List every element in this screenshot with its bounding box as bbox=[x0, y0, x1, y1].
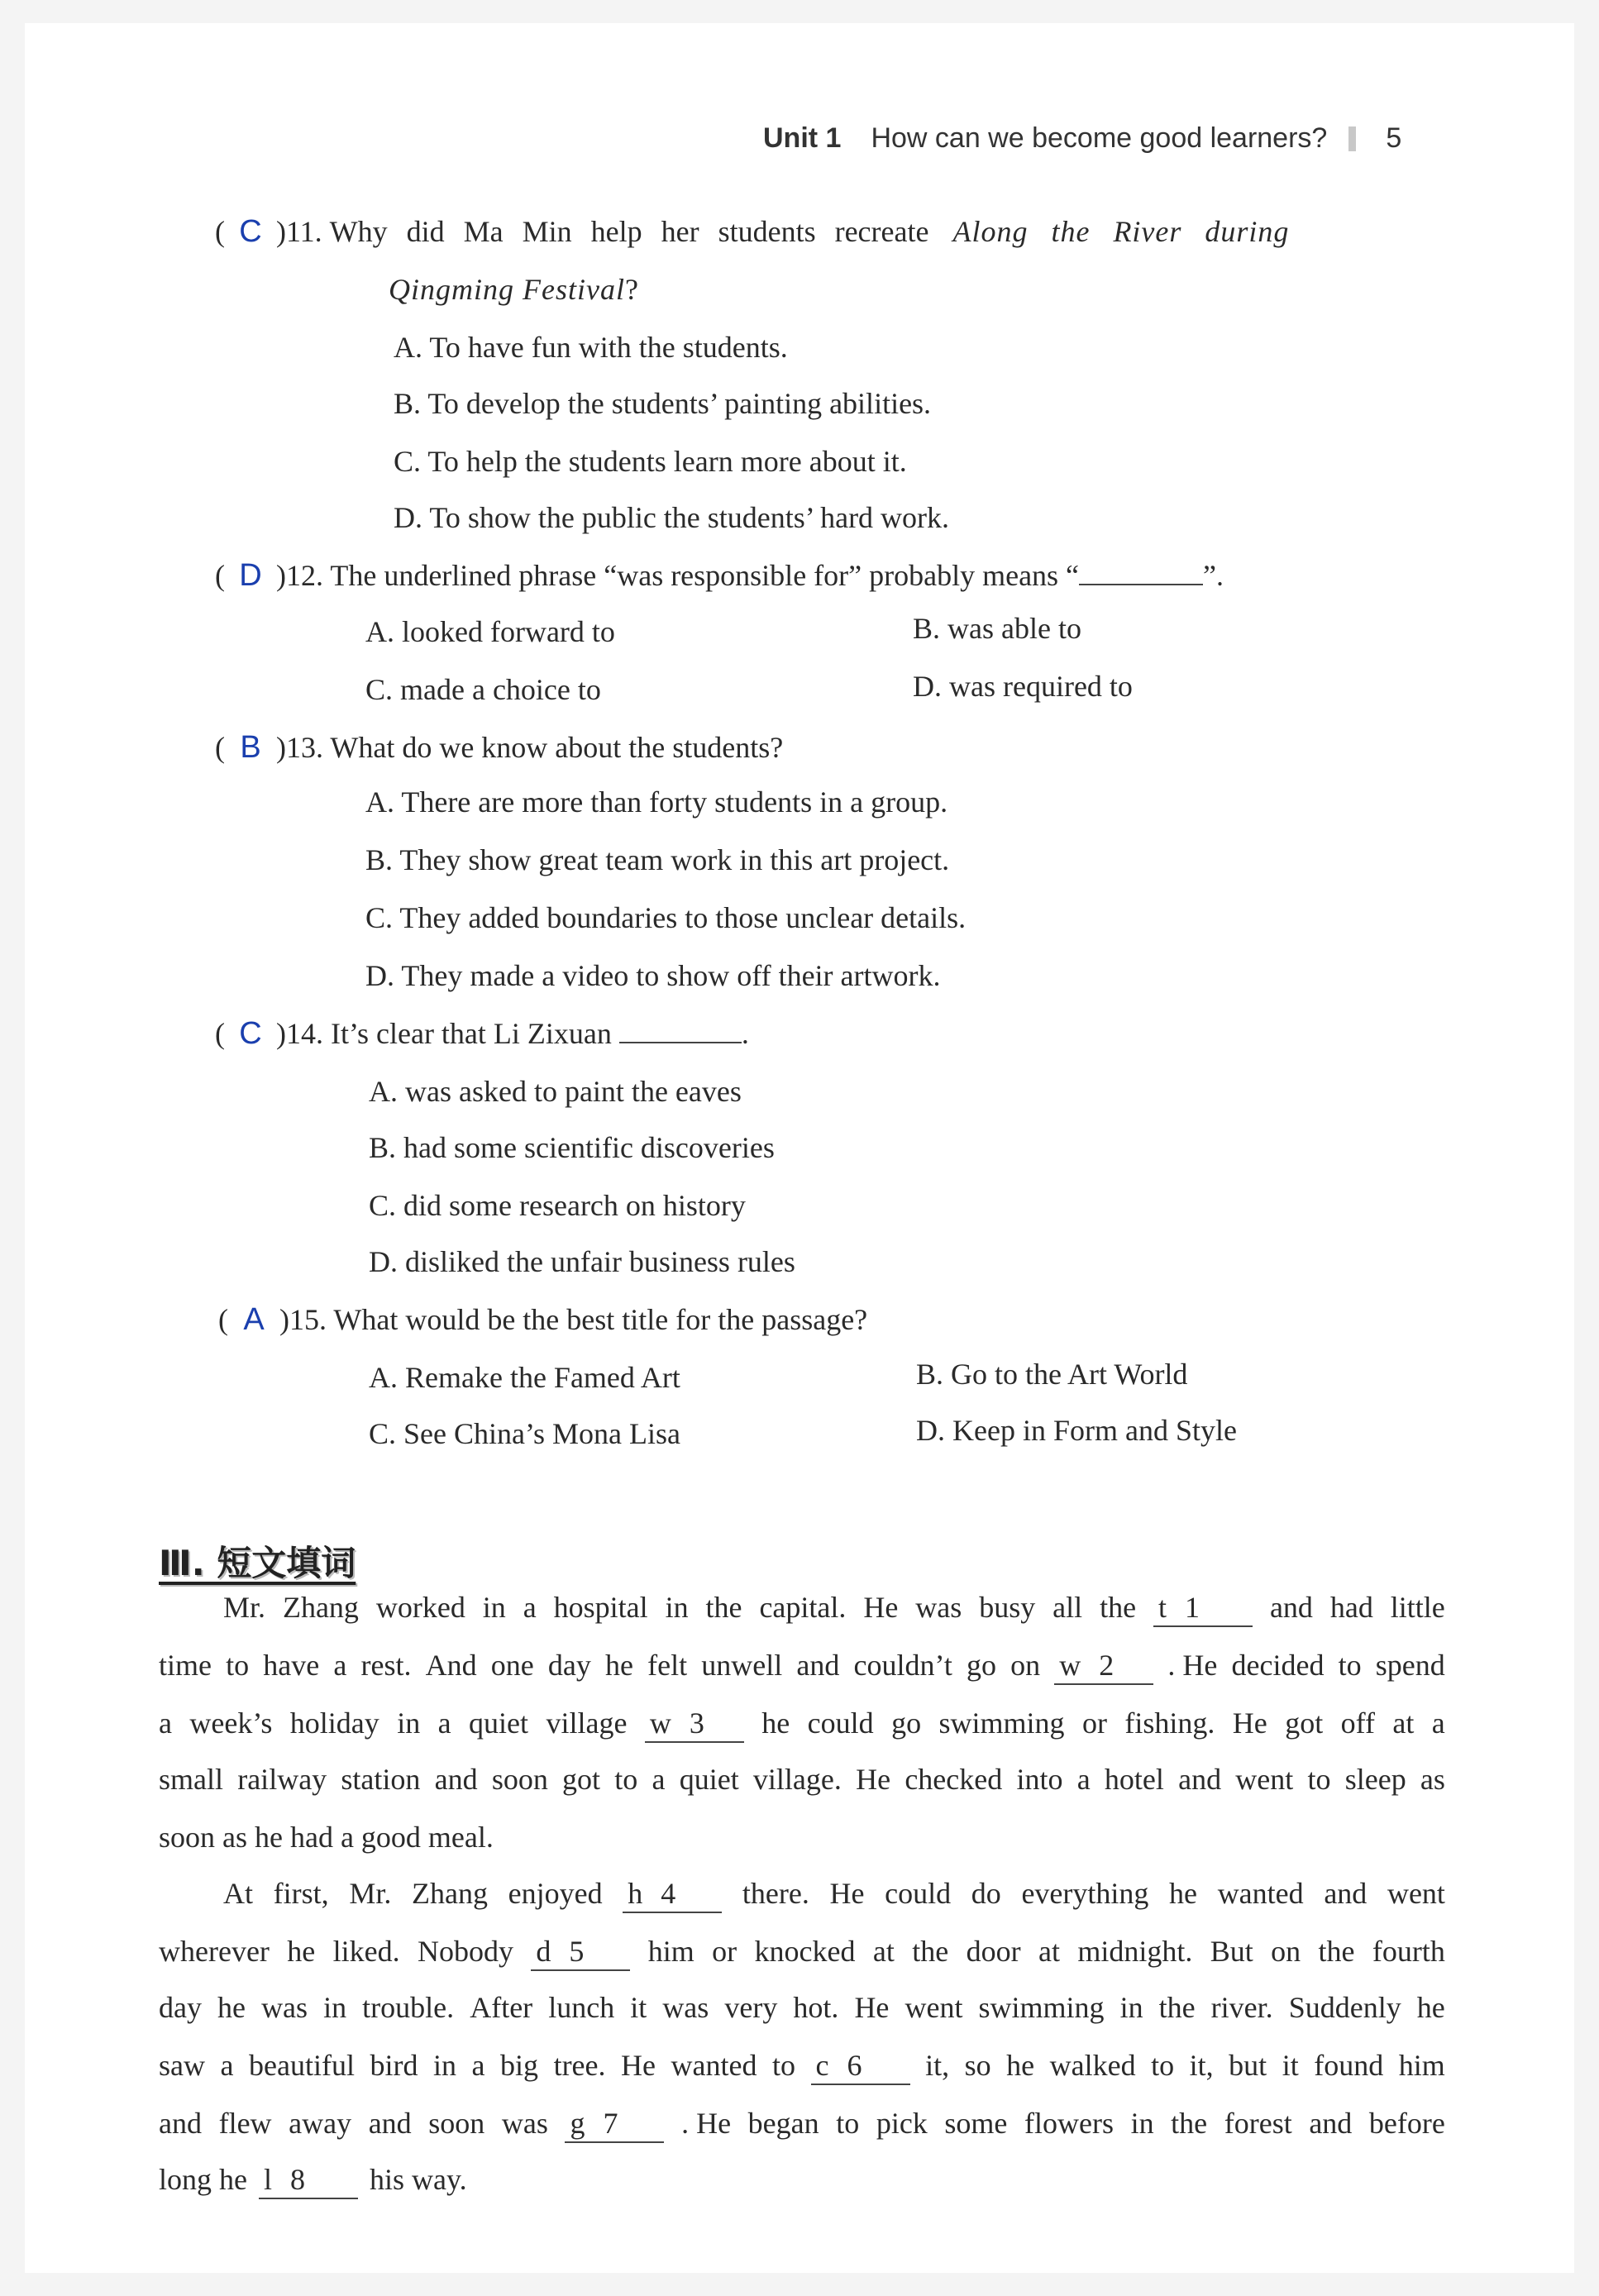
word: village bbox=[546, 1706, 628, 1740]
option-b[interactable]: B. To develop the students’ painting abilities. bbox=[394, 387, 932, 420]
word: the bbox=[912, 1935, 949, 1968]
word: worked bbox=[375, 1591, 465, 1624]
page-header bbox=[763, 122, 1401, 155]
word: he bbox=[1006, 2049, 1035, 2082]
word: in bbox=[433, 2049, 457, 2082]
word: wherever bbox=[159, 1935, 270, 1968]
word: and bbox=[368, 2107, 412, 2140]
word: sleep bbox=[1344, 1763, 1406, 1796]
word: was bbox=[662, 1991, 709, 2024]
answer-choice[interactable]: C bbox=[239, 214, 262, 249]
word: He bbox=[854, 1991, 890, 2024]
word: all bbox=[1052, 1591, 1083, 1624]
word: a bbox=[1076, 1763, 1091, 1796]
word: to bbox=[226, 1649, 250, 1682]
answer-choice[interactable]: B bbox=[240, 730, 261, 765]
word: the bbox=[1158, 1991, 1196, 2024]
word: to bbox=[836, 2107, 860, 2140]
word: first, bbox=[273, 1877, 329, 1910]
word: went bbox=[905, 1991, 963, 2024]
question-15: ( A )15. What would be the best title for the passage? bbox=[218, 1302, 868, 1337]
word: beautiful bbox=[249, 2049, 355, 2082]
option-b[interactable]: B. had some scientific discoveries bbox=[369, 1131, 775, 1164]
option-d[interactable]: D. was required to bbox=[913, 670, 1133, 703]
word: in bbox=[1130, 2107, 1154, 2140]
option-d[interactable]: D. They made a video to show off their artwork. bbox=[365, 959, 941, 992]
word: And bbox=[425, 1649, 477, 1682]
word: forest bbox=[1224, 2107, 1292, 2140]
word: village. bbox=[752, 1763, 842, 1796]
word: liked. bbox=[332, 1935, 400, 1968]
option-c[interactable]: C. To help the students learn more about it. bbox=[394, 445, 907, 478]
word: so bbox=[964, 2049, 991, 2082]
word: he bbox=[1169, 1877, 1198, 1910]
word: day bbox=[547, 1649, 591, 1682]
word: soon bbox=[491, 1763, 548, 1796]
word: the bbox=[1318, 1935, 1355, 1968]
option-b[interactable]: B. was able to bbox=[913, 612, 1081, 645]
word: in bbox=[482, 1591, 506, 1624]
passage-line-5: soon as he had a good meal. bbox=[159, 1821, 494, 1854]
word: fishing. bbox=[1124, 1706, 1215, 1740]
word: felt bbox=[647, 1649, 688, 1682]
word: hospital bbox=[553, 1591, 648, 1624]
word: hot. bbox=[793, 1991, 839, 2024]
word: quiet bbox=[679, 1763, 739, 1796]
word: got bbox=[562, 1763, 601, 1796]
word: swimming bbox=[978, 1991, 1105, 2024]
word: quiet bbox=[469, 1706, 529, 1740]
word: could bbox=[807, 1706, 874, 1740]
option-a[interactable]: A. looked forward to bbox=[365, 615, 615, 648]
word: and bbox=[434, 1763, 478, 1796]
word: have bbox=[263, 1649, 320, 1682]
word: He bbox=[621, 2049, 656, 2082]
word: After bbox=[470, 1991, 533, 2024]
word: . He bbox=[1167, 1649, 1218, 1682]
option-c[interactable]: C. did some research on history bbox=[369, 1189, 746, 1222]
word: he bbox=[761, 1706, 790, 1740]
word: a bbox=[437, 1706, 451, 1740]
word: enjoyed bbox=[508, 1877, 603, 1910]
option-c[interactable]: C. They added boundaries to those unclear details. bbox=[365, 901, 967, 934]
word: busy bbox=[979, 1591, 1036, 1624]
word: big bbox=[500, 2049, 539, 2082]
word: and bbox=[1269, 1591, 1313, 1624]
word: had bbox=[1329, 1591, 1373, 1624]
unit-title: How can we become good learners? bbox=[871, 122, 1328, 154]
word: He bbox=[863, 1591, 899, 1624]
answer-blank[interactable] bbox=[619, 1017, 742, 1043]
word: a bbox=[471, 2049, 485, 2082]
word: some bbox=[944, 2107, 1008, 2140]
word: in bbox=[665, 1591, 689, 1624]
word: was bbox=[261, 1991, 308, 2024]
answer-blank[interactable] bbox=[1079, 559, 1203, 585]
passage-line-10 bbox=[159, 2105, 1445, 2143]
word: Suddenly bbox=[1288, 1991, 1401, 2024]
option-d[interactable]: D. Keep in Form and Style bbox=[916, 1414, 1237, 1447]
word: hotel bbox=[1104, 1763, 1164, 1796]
word: trouble. bbox=[362, 1991, 455, 2024]
word: go bbox=[967, 1649, 996, 1682]
word: very bbox=[724, 1991, 778, 2024]
word: and bbox=[1309, 2107, 1353, 2140]
word: on bbox=[1271, 1935, 1301, 1968]
fill-blank-4[interactable]: h 4 bbox=[623, 1875, 722, 1913]
word: Nobody bbox=[418, 1935, 514, 1968]
passage-line-11: long he l 8 his way. bbox=[159, 2161, 1445, 2199]
answer-choice[interactable]: A bbox=[243, 1302, 265, 1337]
question-12: ( D )12. The underlined phrase “was responsible for” probably means “ ”. bbox=[215, 558, 1224, 593]
word: river. bbox=[1210, 1991, 1273, 2024]
word: railway bbox=[237, 1763, 327, 1796]
word: he bbox=[1416, 1991, 1445, 2024]
word: got bbox=[1285, 1706, 1324, 1740]
word: or bbox=[1081, 1706, 1107, 1740]
question-14: ( C )14. It’s clear that Li Zixuan . bbox=[215, 1016, 749, 1051]
fill-blank-3[interactable]: w 3 bbox=[645, 1705, 744, 1743]
option-b[interactable]: B. They show great team work in this art project. bbox=[365, 843, 950, 876]
option-d[interactable]: D. disliked the unfair business rules bbox=[369, 1245, 795, 1278]
word: it bbox=[1282, 2049, 1299, 2082]
word: small bbox=[159, 1763, 223, 1796]
word: to bbox=[1338, 1649, 1362, 1682]
word: as bbox=[1420, 1763, 1445, 1796]
option-c[interactable]: C. See China’s Mona Lisa bbox=[369, 1417, 680, 1450]
word: a bbox=[159, 1706, 172, 1740]
word: do bbox=[971, 1877, 1001, 1910]
word: midnight. bbox=[1077, 1935, 1193, 1968]
word: in bbox=[323, 1991, 347, 2024]
word: was bbox=[501, 2107, 548, 2140]
passage-line-1 bbox=[223, 1589, 1445, 1627]
fill-blank-1[interactable]: t 1 bbox=[1153, 1589, 1253, 1627]
word: a bbox=[333, 1649, 347, 1682]
word: to bbox=[614, 1763, 638, 1796]
word: At bbox=[223, 1877, 253, 1910]
fill-blank-5[interactable]: d 5 bbox=[531, 1933, 630, 1971]
word: and bbox=[159, 2107, 202, 2140]
word: the bbox=[705, 1591, 742, 1624]
word: Zhang bbox=[411, 1877, 488, 1910]
word: there. bbox=[742, 1877, 809, 1910]
answer-choice[interactable]: C bbox=[239, 1016, 262, 1051]
word: But bbox=[1210, 1935, 1253, 1968]
word: . He bbox=[681, 2107, 732, 2140]
word: a bbox=[1431, 1706, 1445, 1740]
word: the bbox=[1100, 1591, 1137, 1624]
word: capital. bbox=[759, 1591, 847, 1624]
word: to bbox=[1151, 2049, 1175, 2082]
word: but bbox=[1229, 2049, 1267, 2082]
option-a[interactable]: A. was asked to paint the eaves bbox=[369, 1075, 742, 1108]
word: the bbox=[1171, 2107, 1208, 2140]
word: was bbox=[915, 1591, 962, 1624]
word: before bbox=[1368, 2107, 1445, 2140]
question-11-stem-cont: Qingming Festival? bbox=[389, 273, 638, 306]
word: spend bbox=[1375, 1649, 1445, 1682]
word: day bbox=[159, 1991, 202, 2024]
word: a bbox=[523, 1591, 537, 1624]
word: lunch bbox=[548, 1991, 615, 2024]
passage-line-9 bbox=[159, 2047, 1445, 2085]
passage-line-7 bbox=[159, 1933, 1445, 1971]
word: He bbox=[829, 1877, 865, 1910]
word: couldn’t bbox=[853, 1649, 952, 1682]
question-11: ( C )11. Why did Ma Min help her students recreate Along the River during bbox=[215, 214, 1290, 249]
word: wanted bbox=[671, 2049, 757, 2082]
word: a bbox=[220, 2049, 234, 2082]
passage-line-8 bbox=[159, 1989, 1445, 2026]
word: a bbox=[652, 1763, 666, 1796]
word: flew bbox=[218, 2107, 272, 2140]
header-divider bbox=[1348, 126, 1356, 151]
word: fourth bbox=[1372, 1935, 1445, 1968]
word: pick bbox=[876, 2107, 928, 2140]
fill-blank-7[interactable]: g 7 bbox=[565, 2105, 664, 2143]
word: began bbox=[747, 2107, 819, 2140]
word: rest. bbox=[360, 1649, 412, 1682]
passage-line-6 bbox=[223, 1875, 1445, 1913]
word: and bbox=[1178, 1763, 1222, 1796]
word: go bbox=[891, 1706, 922, 1740]
option-a[interactable]: A. There are more than forty students in a group. bbox=[365, 785, 948, 819]
word: holiday bbox=[289, 1706, 379, 1740]
option-a[interactable]: A. Remake the Famed Art bbox=[369, 1361, 680, 1394]
word: into bbox=[1016, 1763, 1063, 1796]
word: knocked bbox=[754, 1935, 856, 1968]
word: one bbox=[490, 1649, 534, 1682]
option-d[interactable]: D. To show the public the students’ hard work. bbox=[394, 501, 950, 534]
word: at bbox=[1392, 1706, 1415, 1740]
word: went bbox=[1387, 1877, 1445, 1910]
unit-label: Unit 1 bbox=[763, 122, 842, 154]
word: time bbox=[159, 1649, 212, 1682]
word: station bbox=[341, 1763, 421, 1796]
word: wanted bbox=[1217, 1877, 1304, 1910]
word: tree. bbox=[553, 2049, 606, 2082]
word: door bbox=[966, 1935, 1021, 1968]
word: him bbox=[647, 1935, 694, 1968]
word: he bbox=[605, 1649, 634, 1682]
word: everything bbox=[1021, 1877, 1149, 1910]
answer-choice[interactable]: D bbox=[239, 558, 262, 593]
word: at bbox=[1038, 1935, 1060, 1968]
word: He bbox=[1232, 1706, 1267, 1740]
word: Mr. bbox=[349, 1877, 392, 1910]
word: saw bbox=[159, 2049, 205, 2082]
word: off bbox=[1340, 1706, 1375, 1740]
word: found bbox=[1314, 2049, 1384, 2082]
fill-blank-2[interactable]: w 2 bbox=[1054, 1647, 1153, 1685]
word: decided bbox=[1231, 1649, 1325, 1682]
word: at bbox=[872, 1935, 895, 1968]
word: could bbox=[885, 1877, 952, 1910]
word: He bbox=[856, 1763, 891, 1796]
word: bird bbox=[370, 2049, 418, 2082]
passage-line-4 bbox=[159, 1761, 1445, 1797]
passage-line-3 bbox=[159, 1705, 1445, 1743]
word: swimming bbox=[938, 1706, 1065, 1740]
word: it bbox=[630, 1991, 647, 2024]
section-title: Ⅲ. 短文填词 bbox=[159, 1543, 356, 1583]
option-c[interactable]: C. made a choice to bbox=[365, 673, 601, 706]
word: him bbox=[1398, 2049, 1445, 2082]
word: away bbox=[289, 2107, 352, 2140]
word: it, bbox=[1189, 2049, 1214, 2082]
option-b[interactable]: B. Go to the Art World bbox=[916, 1358, 1188, 1391]
word: week’s bbox=[189, 1706, 273, 1740]
word: flowers bbox=[1024, 2107, 1114, 2140]
word: soon bbox=[428, 2107, 485, 2140]
word: little bbox=[1390, 1591, 1445, 1624]
word: or bbox=[712, 1935, 737, 1968]
word: he bbox=[217, 1991, 246, 2024]
fill-blank-8[interactable]: l 8 bbox=[259, 2161, 358, 2199]
word: he bbox=[287, 1935, 316, 1968]
word: unwell bbox=[701, 1649, 783, 1682]
word: in bbox=[1119, 1991, 1143, 2024]
word: checked bbox=[905, 1763, 1003, 1796]
word: it, bbox=[925, 2049, 950, 2082]
fill-blank-6[interactable]: c 6 bbox=[811, 2047, 910, 2085]
word: and bbox=[1324, 1877, 1368, 1910]
word: and bbox=[796, 1649, 840, 1682]
question-13: ( B )13. What do we know about the students? bbox=[215, 730, 784, 765]
word: went bbox=[1235, 1763, 1294, 1796]
word: on bbox=[1010, 1649, 1041, 1682]
word: Zhang bbox=[282, 1591, 359, 1624]
word: walked bbox=[1049, 2049, 1136, 2082]
word: to bbox=[772, 2049, 796, 2082]
page-number: 5 bbox=[1386, 122, 1402, 154]
passage-line-2 bbox=[159, 1647, 1445, 1685]
option-a[interactable]: A. To have fun with the students. bbox=[394, 331, 788, 364]
word: Mr. bbox=[223, 1591, 266, 1624]
word: to bbox=[1307, 1763, 1331, 1796]
word: in bbox=[397, 1706, 421, 1740]
